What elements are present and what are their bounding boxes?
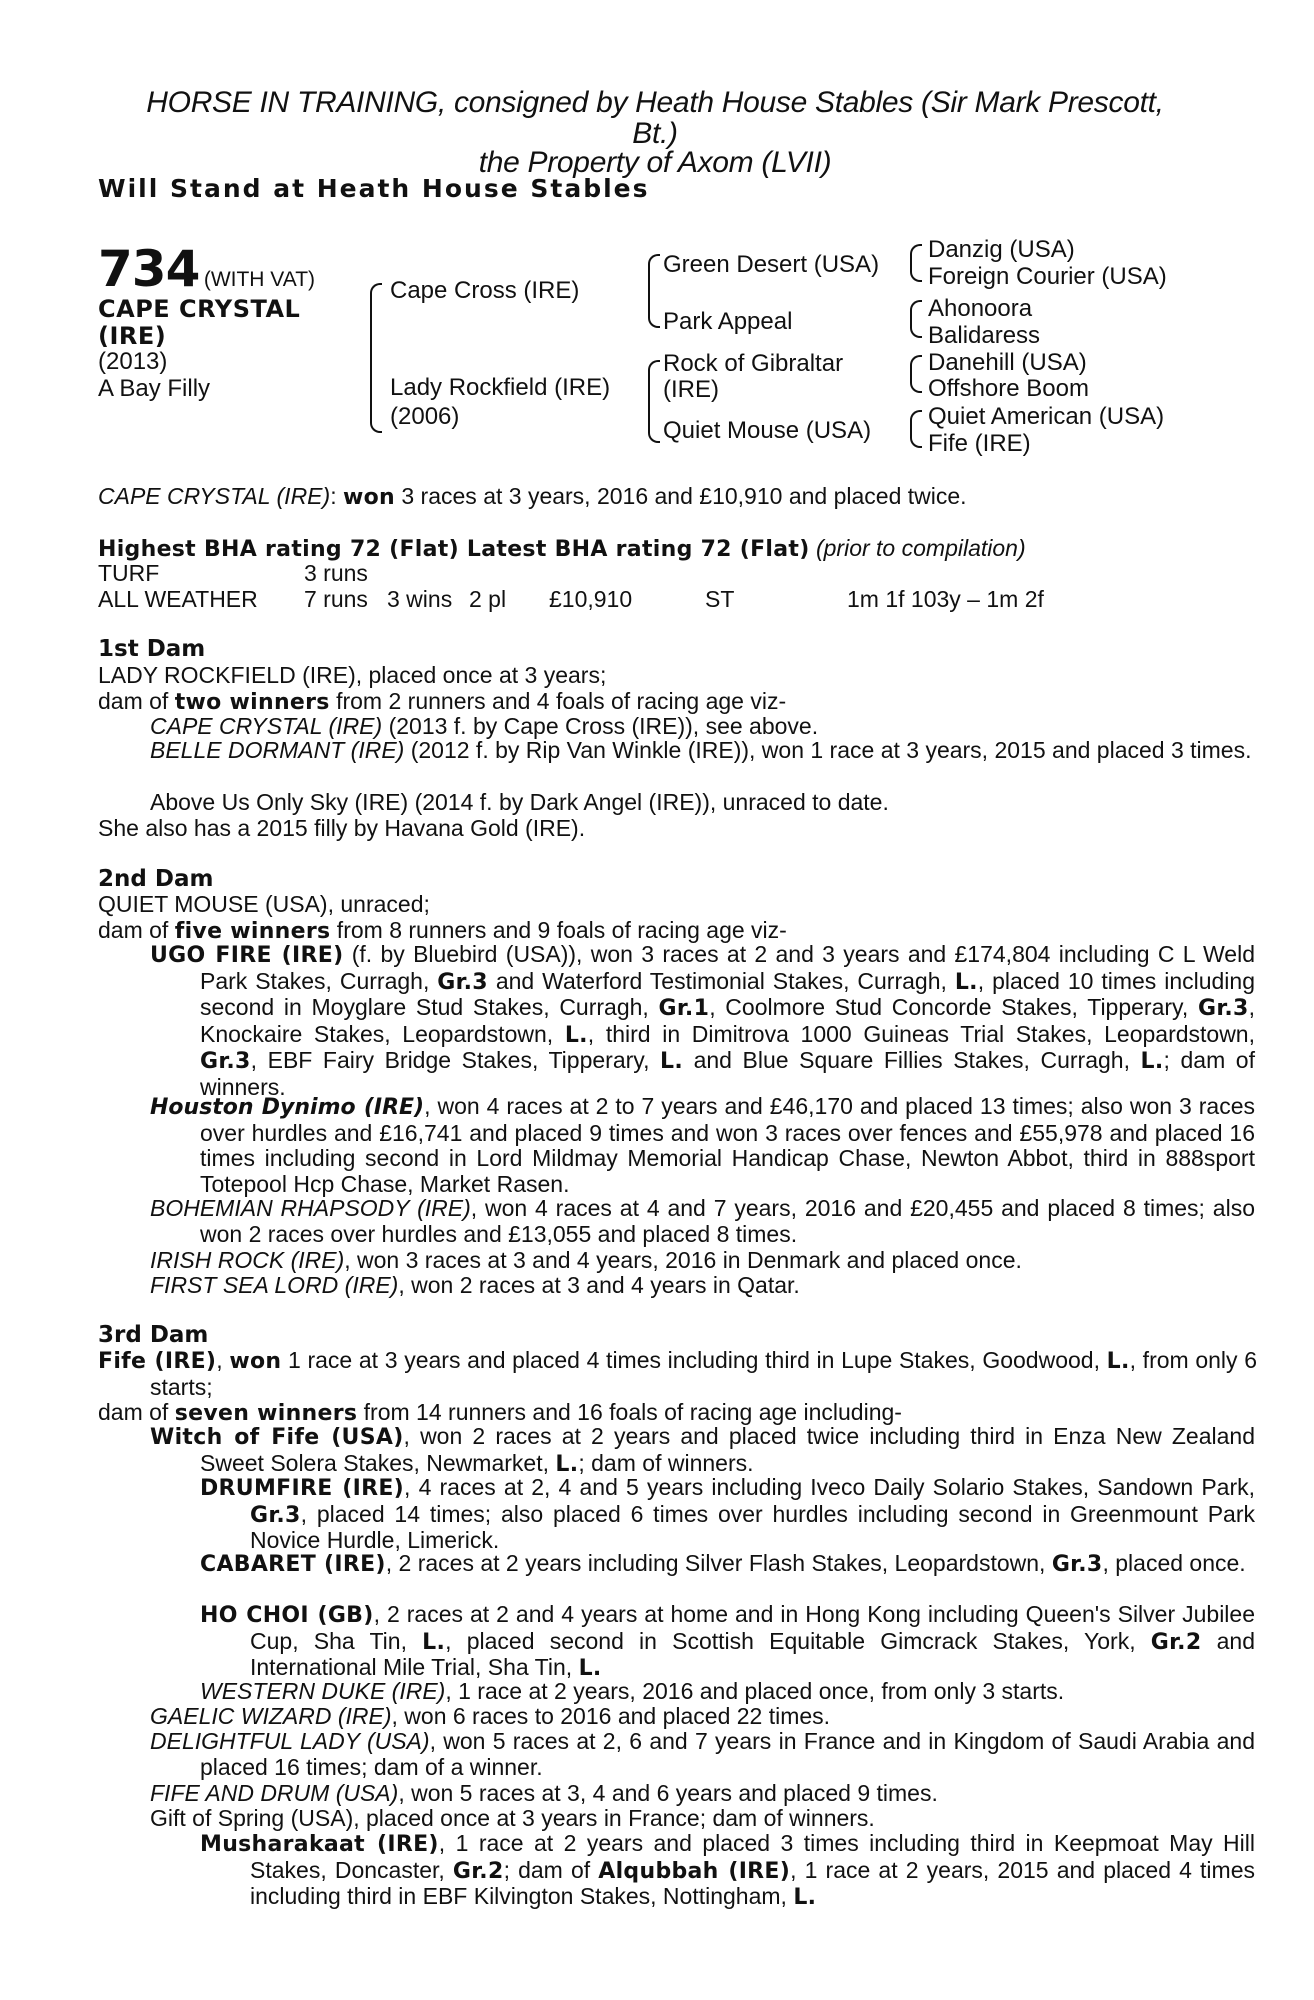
pedigree-brace	[648, 393, 660, 443]
pedigree-ancestor: Ahonoora	[928, 295, 1033, 322]
dam2-progeny: FIRST SEA LORD (IRE), won 2 races at 3 and 4 years in Qatar.	[150, 1272, 800, 1298]
aw-record-label: ALL WEATHER	[98, 586, 258, 612]
pedigree-brace	[910, 300, 922, 320]
dam3-grand-progeny: DRUMFIRE (IRE), 4 races at 2, 4 and 5 years including Iveco Daily Solario Stakes, Sandown Park, Gr.3, placed 14 times; also placed 6 times over hurdles including second in Greenmount Park Novice Hurdle, Limerick.	[200, 1474, 1256, 1553]
turf-record-label: TURF	[98, 560, 160, 586]
dam1-progeny: CAPE CRYSTAL (IRE) (2013 f. by Cape Cross (IRE)), see above.	[150, 713, 819, 739]
consignor-line: HORSE IN TRAINING, consigned by Heath House Stables (Sir Mark Prescott,	[146, 86, 1164, 119]
section-heading-2nd-dam: 2nd Dam	[98, 866, 214, 892]
dam3-grand-progeny: HO CHOI (GB), 2 races at 2 and 4 years at home and in Hong Kong including Queen's Silver Jubilee Cup, Sha Tin, L., placed second in Scottish Equitable Gimcrack Stakes, York, Gr.2 and International Mile Trial, Sha Tin, L.	[200, 1601, 1256, 1681]
dam2-progeny: Houston Dynimo (IRE), won 4 races at 2 to 7 years and £46,170 and placed 13 times; also won 3 races over hurdles and £16,741 and placed 9 times and won 3 races over fences and £55,978 and placed 16 times including second in Lord Mildmay Memorial Handicap Chase, Newton Abbot, third in 888sport Totepool Hcp Chase, Market Rasen.	[150, 1093, 1255, 1197]
race-summary: CAPE CRYSTAL (IRE): won 3 races at 3 years, 2016 and £10,910 and placed twice.	[98, 483, 967, 510]
pedigree-brace	[910, 428, 922, 448]
pedigree-ancestor: Foreign Courier (USA)	[928, 263, 1167, 290]
dam1-line: LADY ROCKFIELD (IRE), placed once at 3 years;	[98, 662, 607, 688]
aw-runs: 7 runs	[304, 586, 368, 612]
pedigree-dam: Lady Rockfield (IRE)	[390, 374, 611, 401]
aw-prize: £10,910	[549, 586, 633, 612]
dam1-progeny: BELLE DORMANT (IRE) (2012 f. by Rip Van Winkle (IRE)), won 1 race at 3 years, 2015 and placed 3 times.	[150, 737, 1252, 763]
pedigree-dam-year: (2006)	[390, 403, 460, 430]
pedigree-ancestor: Danzig (USA)	[928, 236, 1075, 263]
pedigree-sire-dam: Park Appeal	[663, 308, 793, 335]
pedigree-brace	[910, 262, 922, 282]
consignor-line-cont: Bt.)	[632, 117, 678, 150]
pedigree-ancestor: Danehill (USA)	[928, 349, 1087, 376]
pedigree-brace	[910, 244, 922, 264]
pedigree-ancestor: Balidaress	[928, 322, 1041, 349]
pedigree-brace	[648, 290, 660, 328]
section-heading-3rd-dam: 3rd Dam	[98, 1322, 209, 1348]
vat-note: (WITH VAT)	[203, 268, 316, 291]
lot-number-block	[98, 240, 315, 298]
dam1-produce-line: dam of two winners from 2 runners and 4 foals of racing age viz-	[98, 688, 787, 715]
dam2-progeny: IRISH ROCK (IRE), won 3 races at 3 and 4 years, 2016 in Denmark and placed once.	[150, 1247, 1022, 1273]
dam3-grand-progeny: CABARET (IRE), 2 races at 2 years including Silver Flash Stakes, Leopardstown, Gr.3, placed once.	[200, 1550, 1246, 1577]
horse-name-line1: CAPE CRYSTAL	[98, 295, 301, 323]
dam3-progeny: DELIGHTFUL LADY (USA), won 5 races at 2, 6 and 7 years in France and in Kingdom of Saudi Arabia and placed 16 times; dam of a winner.	[150, 1728, 1255, 1780]
dam2-progeny: BOHEMIAN RHAPSODY (IRE), won 4 races at 4 and 7 years, 2016 and £20,455 and placed 8 times; also won 2 races over hurdles and £13,055 and placed 8 times.	[150, 1195, 1255, 1247]
stand-line: Will Stand at Heath House Stables	[98, 174, 650, 203]
aw-course: ST	[705, 586, 735, 612]
pedigree-brace	[370, 343, 382, 433]
dam2-progeny: UGO FIRE (IRE) (f. by Bluebird (USA)), won 3 races at 2 and 3 years and £174,804 including C L Weld Park Stakes, Curragh, Gr.3 and Waterford Testimonial Stakes, Curragh, L., placed 10 times including second in Moyglare Stud Stakes, Curragh, Gr.1, Coolmore Stud Concorde Stakes, Tipperary, Gr.3, Knockaire Stakes, Leopardstown, L., third in Dimitrova 1000 Guineas Trial Stakes, Leopardstown, Gr.3, EBF Fairy Bridge Stakes, Tipperary, L. and Blue Square Fillies Stakes, Curragh, L.; dam of winners.	[150, 941, 1255, 1100]
lot-number: 734	[98, 240, 200, 298]
dam3-produce-line: dam of seven winners from 14 runners and 16 foals of racing age including-	[98, 1399, 902, 1426]
pedigree-brace	[648, 360, 660, 395]
pedigree-brace	[910, 318, 922, 338]
pedigree-brace	[910, 373, 922, 393]
pedigree-sire-sire: Green Desert (USA)	[663, 251, 880, 278]
dam3-progeny: Witch of Fife (USA), won 2 races at 2 years and placed twice including third in Enza New Zealand Sweet Solera Stakes, Newmarket, L.; dam of winners.	[150, 1423, 1256, 1477]
aw-placed: 2 pl	[469, 586, 507, 612]
pedigree-dam-sire-cont: (IRE)	[663, 376, 719, 403]
pedigree-dam-sire: Rock of Gibraltar	[663, 350, 844, 377]
dam3-grand-progeny: Musharakaat (IRE), 1 race at 2 years and placed 3 times including third in Keepmoat May Hill Stakes, Doncaster, Gr.2; dam of Alqubbah (IRE), 1 race at 2 years, 2015 and placed 4 times including third in EBF Kilvington Stakes, Nottingham, L.	[200, 1830, 1255, 1910]
pedigree-dam-dam: Quiet Mouse (USA)	[663, 417, 872, 444]
dam2-line: QUIET MOUSE (USA), unraced;	[98, 891, 430, 917]
dam3-grand-progeny: WESTERN DUKE (IRE), 1 race at 2 years, 2016 and placed once, from only 3 starts.	[200, 1678, 1065, 1704]
rating-line: Highest BHA rating 72 (Flat) Latest BHA rating 72 (Flat) (prior to compilation)	[98, 535, 1026, 562]
foaled-year: (2013)	[98, 348, 168, 375]
dam3-line: Fife (IRE), won 1 race at 3 years and placed 4 times including third in Lupe Stakes, Goodwood, L., from only 6 starts;	[98, 1347, 1258, 1400]
dam1-progeny: Above Us Only Sky (IRE) (2014 f. by Dark Angel (IRE)), unraced to date.	[150, 789, 889, 815]
pedigree-ancestor: Quiet American (USA)	[928, 403, 1165, 430]
horse-name-line2: (IRE)	[98, 322, 167, 350]
dam3-progeny: Gift of Spring (USA), placed once at 3 years in France; dam of winners.	[150, 1805, 875, 1831]
pedigree-brace	[910, 355, 922, 375]
dam2-produce-line: dam of five winners from 8 runners and 9 foals of racing age viz-	[98, 917, 787, 944]
pedigree-brace	[910, 410, 922, 430]
section-heading-1st-dam: 1st Dam	[98, 636, 206, 662]
pedigree-ancestor: Fife (IRE)	[928, 430, 1031, 457]
turf-runs: 3 runs	[304, 560, 368, 586]
horse-description: A Bay Filly	[98, 375, 211, 402]
property-line: the Property of Axom (LVII)	[478, 146, 832, 179]
dam3-progeny: FIFE AND DRUM (USA), won 5 races at 3, 4 and 6 years and placed 9 times.	[150, 1780, 938, 1806]
pedigree-brace	[370, 283, 382, 345]
pedigree-sire: Cape Cross (IRE)	[390, 277, 580, 304]
aw-wins: 3 wins	[387, 586, 453, 612]
aw-distance: 1m 1f 103y – 1m 2f	[847, 586, 1044, 612]
pedigree-brace	[648, 254, 660, 292]
pedigree-ancestor: Offshore Boom	[928, 375, 1089, 402]
dam3-progeny: GAELIC WIZARD (IRE), won 6 races to 2016 and placed 22 times.	[150, 1703, 831, 1729]
dam1-note: She also has a 2015 filly by Havana Gold (IRE).	[98, 815, 586, 841]
